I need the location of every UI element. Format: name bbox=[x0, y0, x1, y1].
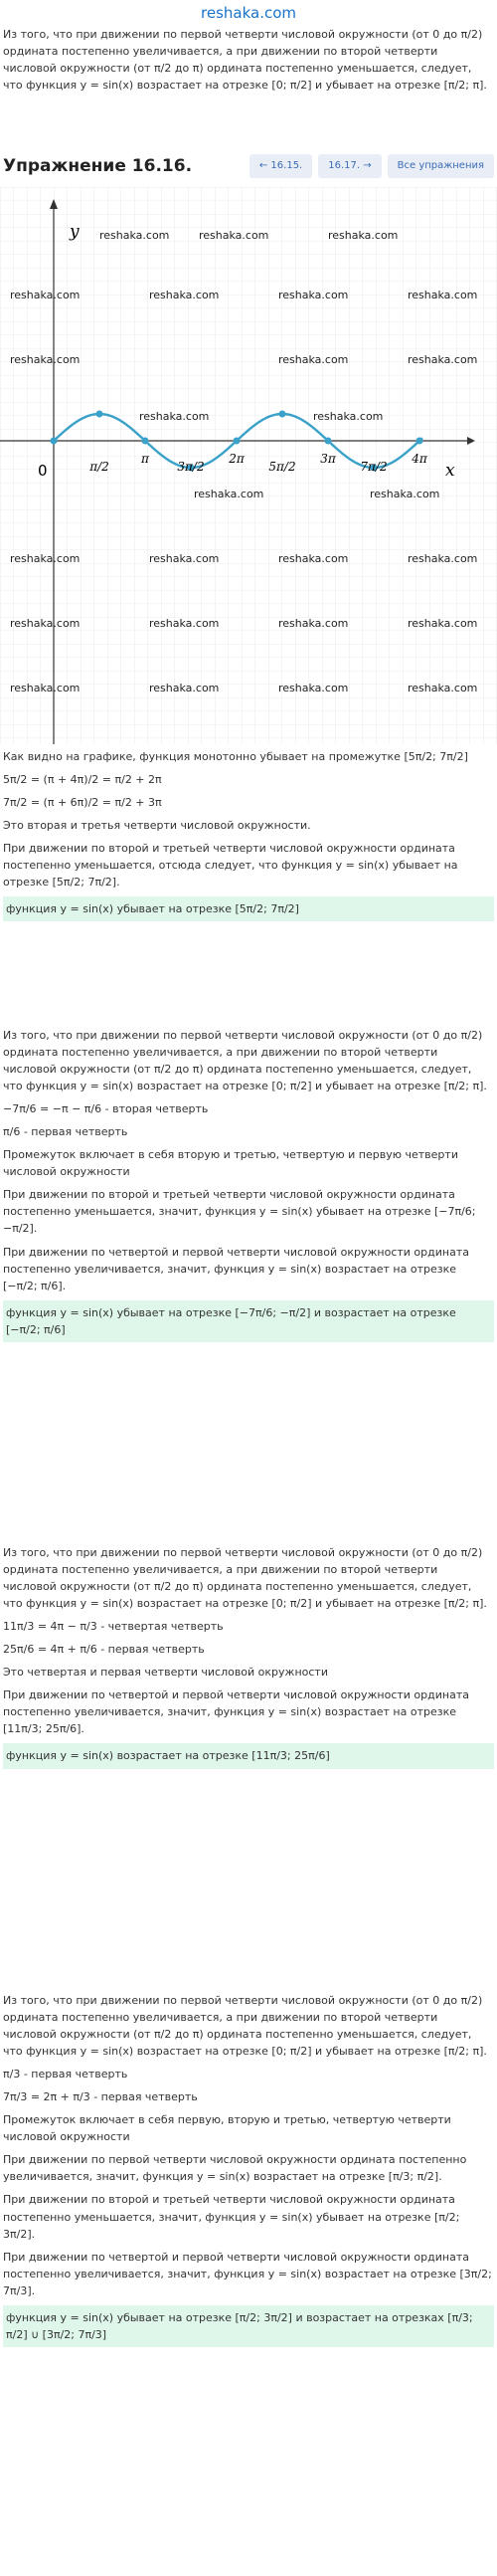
x-tick-label: 3π/2 bbox=[177, 460, 205, 474]
watermark: reshaka.com bbox=[139, 410, 210, 423]
part-b-eq2: π/6 - первая четверть bbox=[3, 1125, 128, 1139]
part-c bbox=[0, 1540, 497, 1988]
intro-section bbox=[0, 22, 497, 149]
curve-point bbox=[51, 438, 58, 445]
part-d-eq1: π/3 - первая четверть bbox=[3, 2068, 128, 2081]
part-c-quarters: Это четвертая и первая четверти числовой окружности bbox=[3, 1666, 328, 1680]
curve-point bbox=[279, 411, 286, 418]
x-tick-label: π bbox=[141, 452, 149, 466]
grid-background bbox=[0, 187, 497, 744]
x-axis-label: x bbox=[445, 461, 455, 481]
part-a-eq2: 7π/2 = (π + 6π)/2 = π/2 + 3π bbox=[3, 796, 162, 810]
x-tick-label: 7π/2 bbox=[360, 460, 388, 474]
watermark: reshaka.com bbox=[149, 289, 220, 301]
watermark: reshaka.com bbox=[370, 488, 440, 500]
part-d-intro: Из того, что при движении по первой четверти числовой окружности (от 0 до π/2) ордината постепенно увеличивается, а при движении по второй четверти числовой окружности (от π/2 до π) ордината постепенно уменьшается, следует, что функция y = sin(x) возрастает на отрезке [0; π/2] и убывает на отрезке [π/2; π]. bbox=[3, 1994, 487, 2059]
x-tick-label: 5π/2 bbox=[268, 460, 296, 474]
watermark: reshaka.com bbox=[278, 353, 349, 366]
watermark: reshaka.com bbox=[278, 289, 349, 301]
sine-graph bbox=[0, 187, 497, 744]
part-b-reason1: При движении по второй и третьей четверти числовой окружности ордината постепенно уменьшается, значит, функция y = sin(x) убывает на отрезке [−7π/6; −π/2]. bbox=[3, 1188, 476, 1236]
part-a-intro: Как видно на графике, функция монотонно убывает на промежутке [5π/2; 7π/2] bbox=[3, 750, 468, 763]
part-a-eq1: 5π/2 = (π + 4π)/2 = π/2 + 2π bbox=[3, 773, 162, 787]
watermark: reshaka.com bbox=[10, 353, 81, 366]
part-b-intro: Из того, что при движении по первой четверти числовой окружности (от 0 до π/2) ордината постепенно увеличивается, а при движении по второй четверти числовой окружности (от π/2 до π) ордината постепенно уменьшается, следует, что функция y = sin(x) возрастает на отрезке [0; π/2] и убывает на отрезке [π/2; π]. bbox=[3, 1029, 487, 1093]
all-exercises-button[interactable]: Все упражнения bbox=[388, 154, 494, 178]
curve-point bbox=[416, 438, 423, 445]
part-b-answer: функция y = sin(x) убывает на отрезке [−7π/6; −π/2] и возрастает на отрезке [−π/2; π/6] bbox=[3, 1300, 494, 1342]
part-b-eq1: −7π/6 = −π − π/6 - вторая четверть bbox=[3, 1102, 209, 1116]
prev-exercise-button[interactable]: ← 16.15. bbox=[249, 154, 312, 178]
part-d-range: Промежуток включает в себя первую, вторую и третью, четвертую четверти числовой окружности bbox=[3, 2113, 451, 2144]
x-tick-label: 4π bbox=[412, 452, 427, 466]
sine-graph-svg bbox=[0, 187, 497, 744]
next-exercise-button[interactable]: 16.17. → bbox=[318, 154, 381, 178]
part-d-reason1: При движении по первой четверти числовой окружности ордината постепенно увеличивается, значит, функция y = sin(x) возрастает на отрезке [π/3; π/2]. bbox=[3, 2153, 467, 2184]
watermark: reshaka.com bbox=[313, 410, 384, 423]
watermark: reshaka.com bbox=[199, 229, 269, 242]
part-c-intro: Из того, что при движении по первой четверти числовой окружности (от 0 до π/2) ордината постепенно увеличивается, а при движении по второй четверти числовой окружности (от π/2 до π) ордината постепенно уменьшается, следует, что функция y = sin(x) возрастает на отрезке [0; π/2] и убывает на отрезке [π/2; π]. bbox=[3, 1546, 487, 1611]
part-a-quarters: Это вторая и третья четверти числовой окружности. bbox=[3, 819, 311, 833]
watermark: reshaka.com bbox=[408, 289, 478, 301]
y-axis-label: y bbox=[70, 222, 80, 242]
watermark: reshaka.com bbox=[328, 229, 399, 242]
intro-paragraph: Из того, что при движении по первой четверти числовой окружности (от 0 до π/2) ордината постепенно увеличивается, а при движении по второй четверти числовой окружности (от π/2 до π) ордината постепенно уменьшается, следует, что функция y = sin(x) возрастает на отрезке [0; π/2] и убывает на отрезке [π/2; π]. bbox=[3, 28, 487, 93]
part-d-answer: функция y = sin(x) убывает на отрезке [π/2; 3π/2] и возрастает на отрезках [π/3; π/2] ∪ [3π/2; 7π/3] bbox=[3, 2305, 494, 2347]
exercise-header bbox=[0, 149, 497, 183]
x-tick-label: 2π bbox=[229, 452, 245, 466]
watermark: reshaka.com bbox=[194, 488, 264, 500]
watermark: reshaka.com bbox=[10, 617, 81, 630]
part-c-answer: функция y = sin(x) возрастает на отрезке [11π/3; 25π/6] bbox=[3, 1743, 494, 1768]
part-c-eq1: 11π/3 = 4π − π/3 - четвертая четверть bbox=[3, 1620, 224, 1634]
part-a-answer: функция y = sin(x) убывает на отрезке [5π/2; 7π/2] bbox=[3, 896, 494, 921]
watermark: reshaka.com bbox=[10, 552, 81, 565]
curve-point bbox=[96, 411, 103, 418]
curve-point bbox=[142, 438, 149, 445]
curve-point bbox=[325, 438, 332, 445]
watermark: reshaka.com bbox=[99, 229, 170, 242]
x-tick-label: π/2 bbox=[89, 460, 109, 474]
watermark: reshaka.com bbox=[149, 617, 220, 630]
curve-point bbox=[234, 438, 241, 445]
part-d bbox=[0, 1988, 497, 2545]
watermark: reshaka.com bbox=[10, 289, 81, 301]
watermark: reshaka.com bbox=[149, 682, 220, 694]
watermark: reshaka.com bbox=[278, 617, 349, 630]
watermark: reshaka.com bbox=[408, 617, 478, 630]
origin-label: 0 bbox=[38, 462, 48, 480]
part-c-reason: При движении по четвертой и первой четверти числовой окружности ордината постепенно увеличивается, значит, функция y = sin(x) возрастает на отрезке [11π/3; 25π/6]. bbox=[3, 1688, 469, 1736]
part-a-reason: При движении по второй и третьей четверти числовой окружности ордината постепенно уменьшается, отсюда следует, что функция y = sin(x) убывает на отрезке [5π/2; 7π/2]. bbox=[3, 842, 458, 890]
part-a bbox=[0, 744, 497, 1023]
watermark: reshaka.com bbox=[10, 682, 81, 694]
site-title[interactable]: reshaka.com bbox=[201, 4, 296, 22]
x-tick-label: 3π bbox=[320, 452, 336, 466]
part-c-eq2: 25π/6 = 4π + π/6 - первая четверть bbox=[3, 1643, 205, 1657]
watermark: reshaka.com bbox=[149, 552, 220, 565]
watermark: reshaka.com bbox=[278, 552, 349, 565]
part-d-reason3: При движении по четвертой и первой четверти числовой окружности ордината постепенно увеличивается, значит, функция y = sin(x) возрастает на отрезке [3π/2; 7π/3]. bbox=[3, 2250, 492, 2297]
watermark: reshaka.com bbox=[408, 552, 478, 565]
watermark: reshaka.com bbox=[408, 353, 478, 366]
part-b bbox=[0, 1023, 497, 1540]
part-d-reason2: При движении по второй и третьей четверти числовой окружности ордината постепенно уменьшается, значит, функция y = sin(x) убывает на отрезке [π/2; 3π/2]. bbox=[3, 2193, 460, 2241]
exercise-title: Упражнение 16.16. bbox=[3, 155, 193, 176]
part-b-range: Промежуток включает в себя вторую и третью, четвертую и первую четверти числовой окружности bbox=[3, 1148, 458, 1179]
part-b-reason2: При движении по четвертой и первой четверти числовой окружности ордината постепенно увеличивается, значит, функция y = sin(x) возрастает на отрезке [−π/2; π/6]. bbox=[3, 1245, 469, 1292]
part-d-eq2: 7π/3 = 2π + π/3 - первая четверть bbox=[3, 2090, 198, 2104]
watermark: reshaka.com bbox=[408, 682, 478, 694]
watermark: reshaka.com bbox=[278, 682, 349, 694]
